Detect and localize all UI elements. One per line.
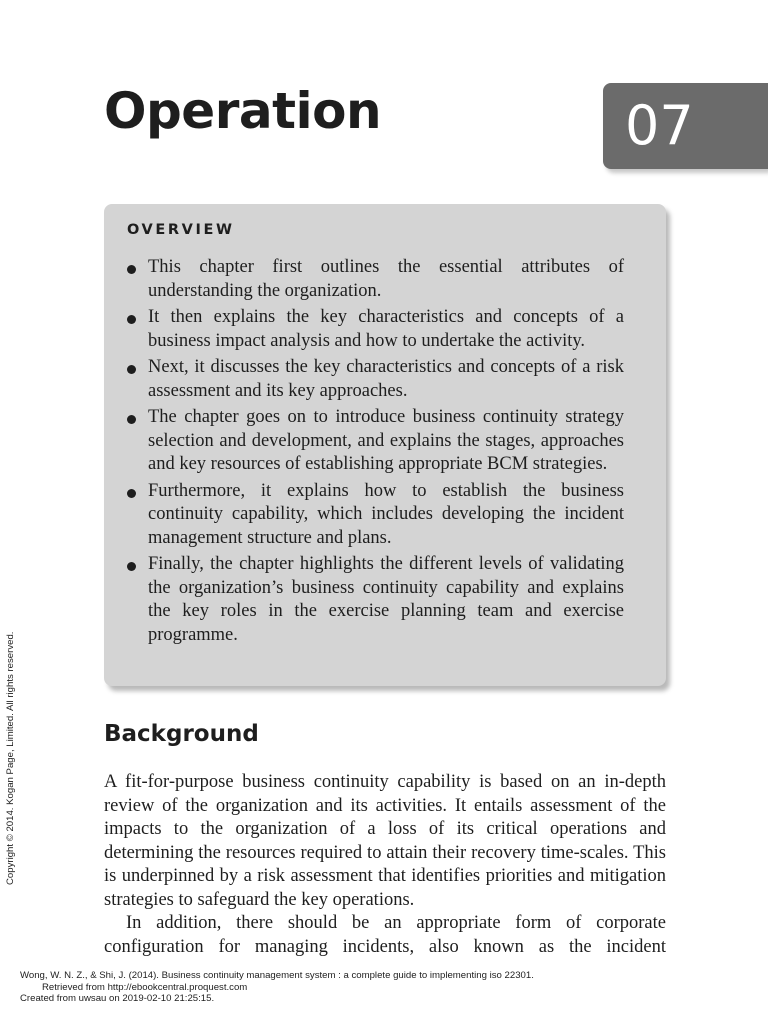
body-paragraph: In addition, there should be an appropriate form of corporate configuration for managing incidents, also known as the incident: [104, 913, 666, 957]
bullet-icon: [127, 489, 136, 498]
bullet-icon: [127, 365, 136, 374]
overview-list: [126, 256, 624, 650]
overview-item: [126, 553, 624, 647]
overview-item-text: The chapter goes on to introduce business continuity strategy selection and development, and explains the stages, approaches and key resources of establishing appropriate BCM strategies.: [148, 407, 624, 474]
citation-reference: Wong, W. N. Z., & Shi, J. (2014). Business continuity management system : a complete guide to implementing iso 22301.: [20, 970, 534, 981]
bullet-icon: [127, 415, 136, 424]
citation-created: Created from uwsau on 2019-02-10 21:25:15.: [20, 993, 215, 1004]
chapter-number-badge: [603, 83, 768, 169]
overview-item-text: It then explains the key characteristics and concepts of a business impact analysis and how to undertake the activity.: [148, 307, 624, 351]
bullet-icon: [127, 265, 136, 274]
citation-retrieved: Retrieved from http://ebookcentral.proquest.com: [42, 981, 248, 993]
overview-item-text: This chapter first outlines the essential attributes of understanding the organization.: [148, 257, 624, 301]
chapter-title: Operation: [104, 82, 382, 140]
copyright-notice: Copyright © 2014. Kogan Page, Limited. All rights reserved.: [5, 631, 16, 885]
bullet-icon: [127, 315, 136, 324]
overview-item-text: Next, it discusses the key characteristics and concepts of a risk assessment and its key approaches.: [148, 357, 624, 401]
overview-item: [126, 406, 624, 477]
body-paragraph: A fit-for-purpose business continuity capability is based on an in-depth review of the organization and its activities. It entails assessment of the impacts to the organization of a loss of its critical operations and determining the resources required to attain their recovery time-scales. This is underpinned by a risk assessment that identifies priorities and mitigation strategies to safeguard the key operations.: [104, 772, 666, 910]
overview-box: [104, 204, 666, 686]
overview-item: [126, 480, 624, 551]
overview-heading: OVERVIEW: [127, 222, 235, 238]
overview-item-text: Finally, the chapter highlights the different levels of validating the organization’s business continuity capability and explains the key roles in the exercise planning team and exercise programme.: [148, 554, 624, 645]
bullet-icon: [127, 562, 136, 571]
background-body: [104, 771, 666, 959]
citation-footer: [20, 970, 760, 1005]
section-heading-background: Background: [104, 721, 259, 747]
overview-item-text: Furthermore, it explains how to establish the business continuity capability, which includes developing the incident management structure and plans.: [148, 480, 624, 548]
overview-item: [126, 256, 624, 303]
chapter-number: 07: [625, 94, 694, 157]
overview-item: [126, 306, 624, 353]
overview-item: [126, 356, 624, 403]
